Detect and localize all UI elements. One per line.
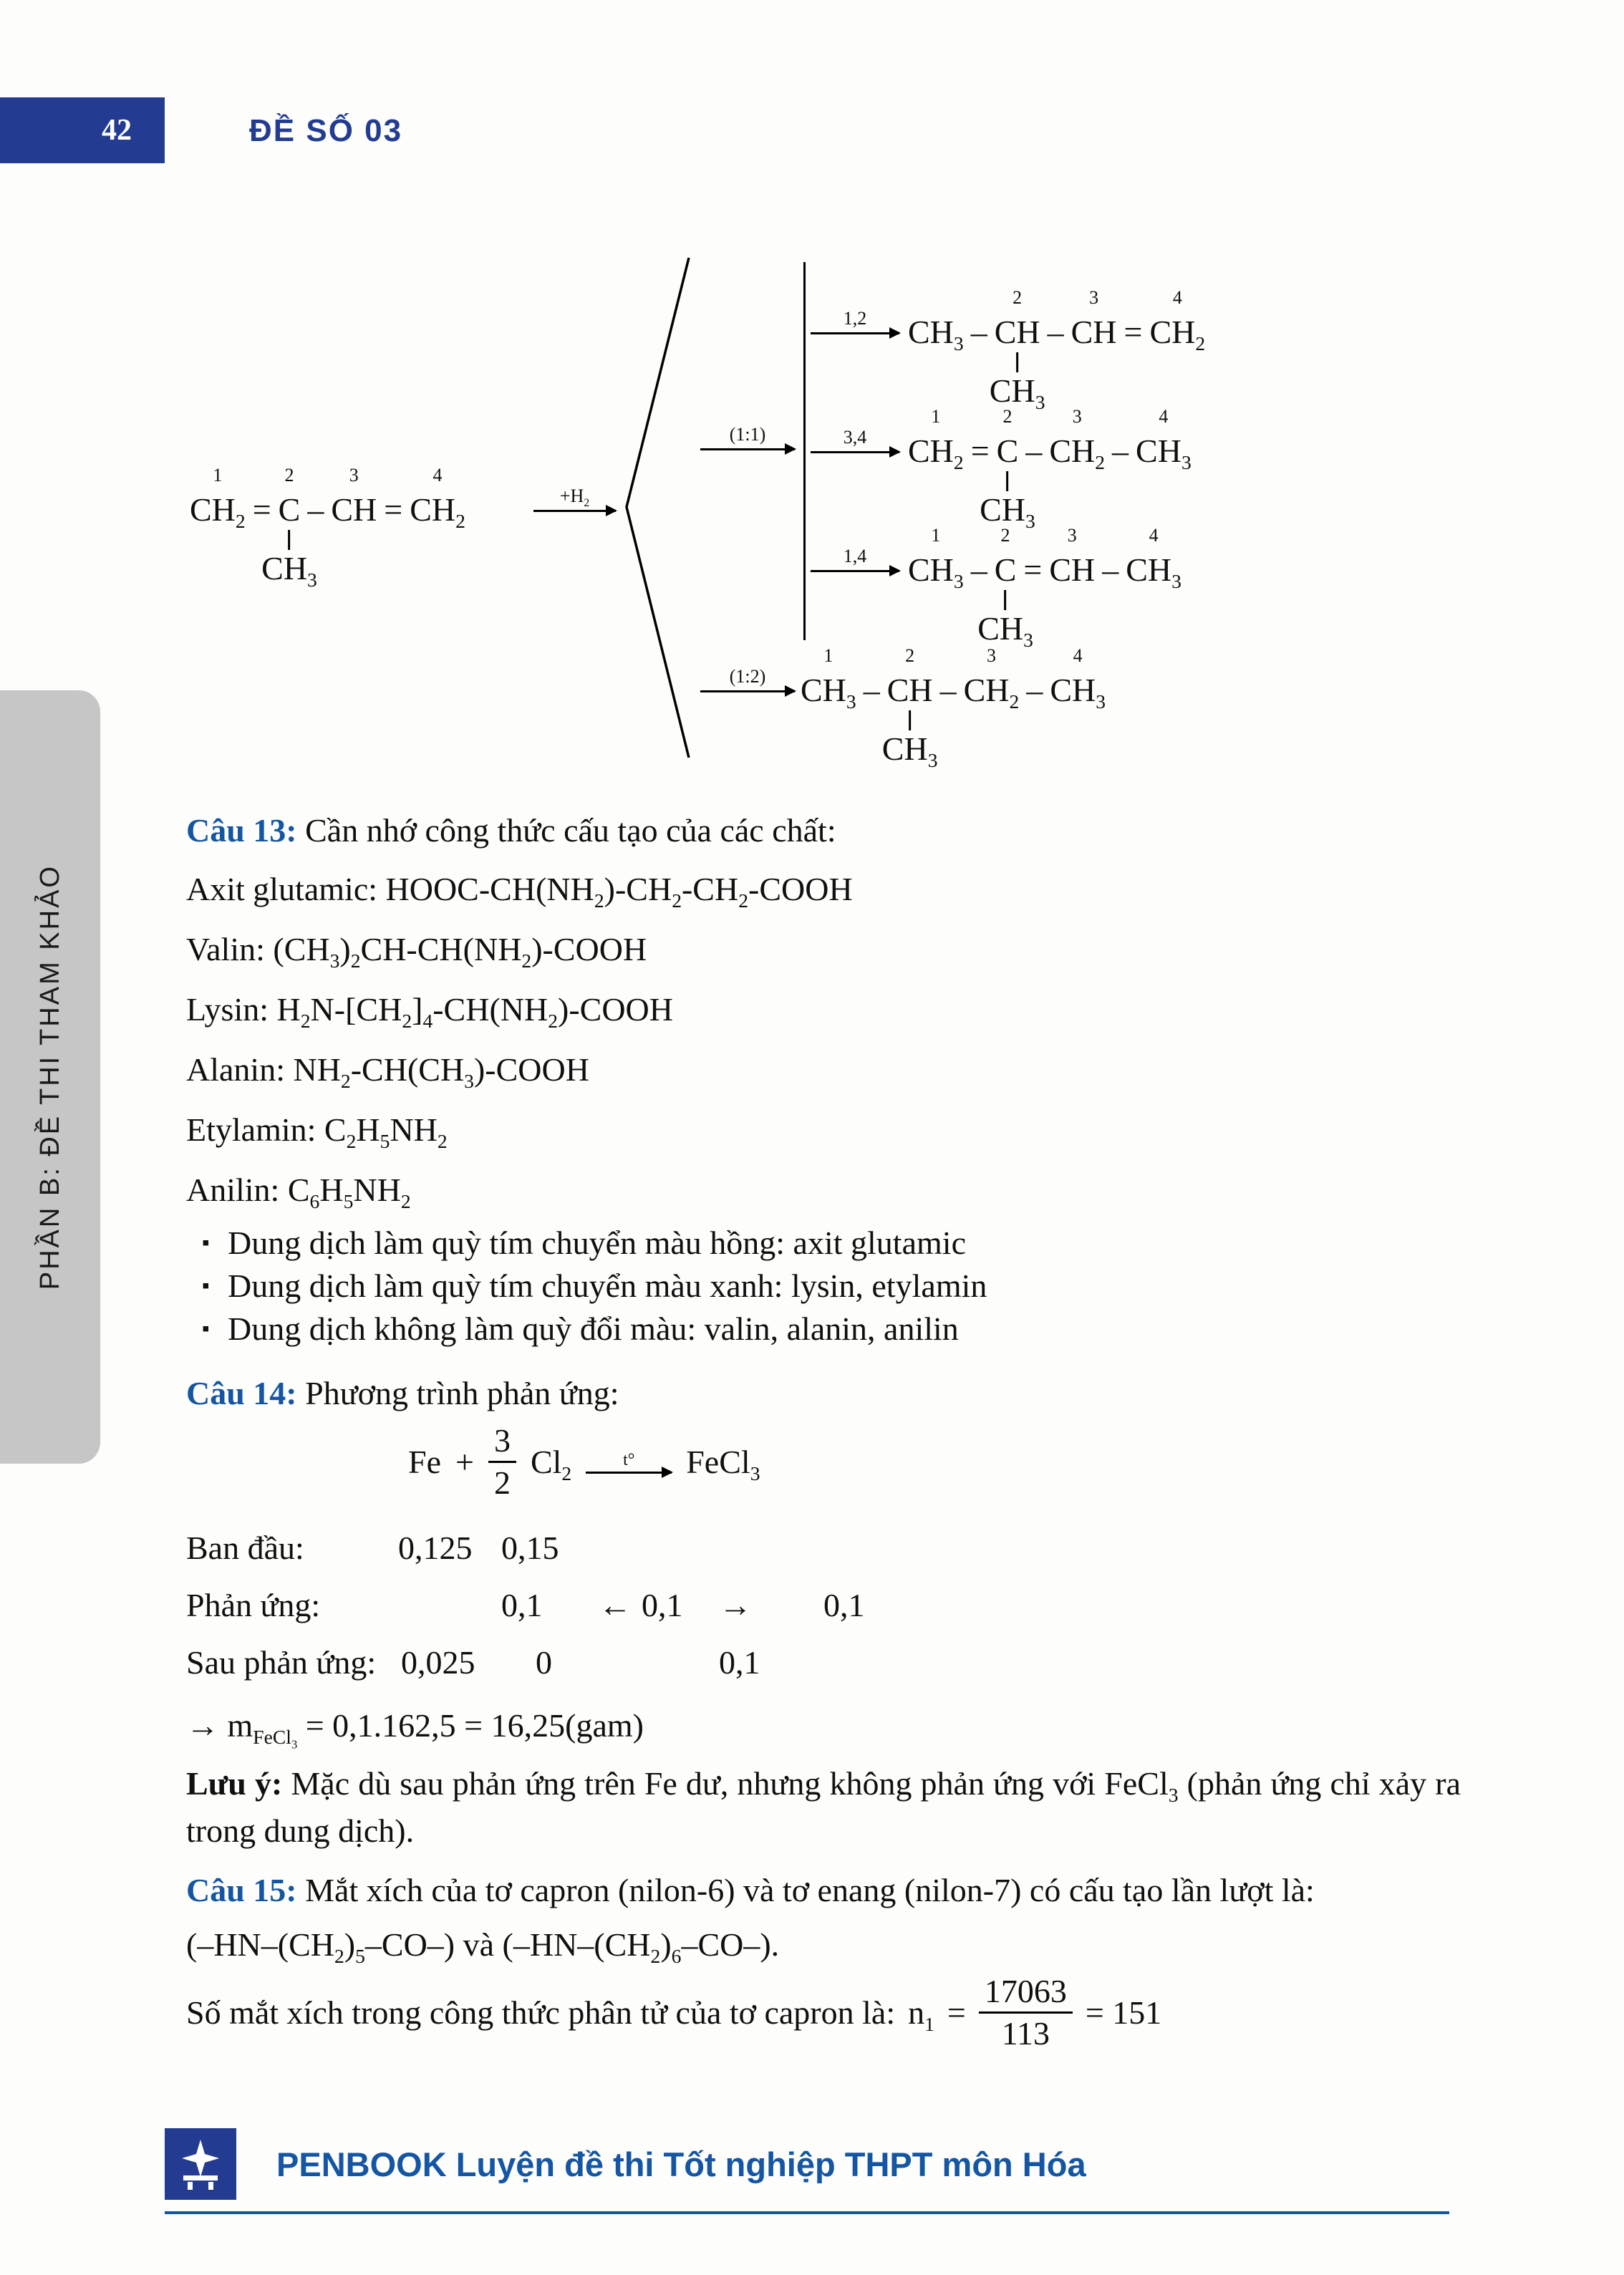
atom-formula: $CH_3$	[908, 314, 964, 355]
arrow-line	[700, 690, 795, 692]
atom-formula: –	[939, 672, 957, 708]
mass-result: → $m_{FeCl_3} = 0,1.162,5 = 16,25(gam)$	[186, 1707, 644, 1752]
chem-bond	[1018, 404, 1049, 471]
addition-3-4-arrow	[811, 427, 899, 453]
branch-formula: $CH_3$	[977, 610, 1033, 652]
cau-15-label: Câu 15:	[186, 1872, 297, 1908]
atom-formula: $CH_2$	[190, 491, 246, 533]
mole-row-after	[186, 1643, 1461, 1700]
condition-label: t°	[623, 1450, 635, 1469]
product-formula	[908, 285, 1206, 414]
chem-bond	[1105, 404, 1136, 471]
chem-bond	[933, 643, 964, 710]
atom-formula: CH	[1049, 551, 1096, 588]
mole-table	[186, 1528, 1461, 1700]
position-number: 3	[349, 465, 359, 486]
arrow-line	[700, 448, 795, 450]
chem-bond	[1016, 523, 1049, 590]
mole-row-react	[186, 1585, 1461, 1643]
arrow-line	[586, 1472, 672, 1474]
chem-bond	[1117, 285, 1150, 352]
atom-formula: =	[1123, 314, 1143, 350]
chem-atom	[980, 404, 1035, 533]
atom-formula: $CH_2$	[1049, 433, 1106, 474]
atom-formula: $CH_2$	[1149, 314, 1206, 355]
arrow-line	[811, 570, 899, 572]
equals-sign: =	[947, 1994, 966, 2031]
formula-line: Valin: $(CH_3)_2CH-CH(NH_2)$-COOH	[186, 931, 647, 972]
atom-formula: $CH_2$	[908, 433, 964, 474]
bullet-item	[186, 1309, 1461, 1349]
fraction-three-halves: $\frac{3}{2}$	[488, 1422, 516, 1502]
bullet-icon: ▪	[202, 1231, 210, 1255]
cau-15-heading	[186, 1870, 1461, 1911]
count-result: = 151	[1085, 1994, 1162, 2031]
ratio-1-2-arrow	[700, 666, 795, 692]
formula-line: Alanin: $NH_2-CH(CH_3)$-COOH	[186, 1051, 589, 1093]
mole-value: 0,125	[398, 1530, 473, 1566]
chem-atom	[410, 463, 465, 533]
atom-formula: CH	[994, 314, 1040, 350]
chem-bond	[964, 285, 995, 352]
chem-atom	[1136, 404, 1192, 474]
chem-bond	[1019, 643, 1050, 710]
position-number: 1	[931, 406, 941, 427]
atom-formula: –	[1112, 433, 1129, 469]
doc-title: ĐỀ SỐ 03	[249, 113, 403, 148]
row-label: Sau phản ứng:	[186, 1644, 377, 1681]
logo-glyph	[175, 2138, 226, 2190]
cau-13-intro: Cần nhớ công thức cấu tạo của các chất:	[305, 812, 836, 849]
chem-bond	[300, 463, 331, 530]
single-bond	[1016, 352, 1018, 372]
atom-formula: –	[1026, 672, 1043, 708]
mole-row-initial	[186, 1528, 1461, 1585]
formula-line: Lysin: $H_2N-[CH_2]_4-CH(NH_2)$-COOH	[186, 991, 673, 1033]
atom-formula: –	[1047, 314, 1064, 350]
polymer-units-line: $(-HN-(CH_2)_5-CO-)$ và $(-HN-(CH_2)_6-CO-)$.	[186, 1926, 780, 1968]
cau-15-intro: Mắt xích của tơ capron (nilon-6) và tơ enang (nilon-7) có cấu tạo lần lượt là:	[305, 1872, 1315, 1908]
sidebar-tab	[0, 690, 100, 1464]
unit-count-line	[186, 1971, 1461, 2054]
atom-formula: $CH_3$	[1136, 433, 1192, 474]
cau-13-heading	[186, 811, 1461, 851]
mole-value: 0,15	[501, 1530, 559, 1566]
atom-formula: $CH_2$	[963, 672, 1020, 713]
position-number: 1	[931, 525, 941, 546]
position-number: 4	[432, 465, 443, 486]
footer-divider	[165, 2211, 1449, 2214]
chem-atom	[1049, 523, 1095, 590]
chem-bond	[856, 643, 887, 710]
addition-1-4-arrow	[811, 546, 899, 572]
note-text: Mặc dù sau phản ứng trên Fe dư, nhưng không phản ứng với FeCl$_3$ (phản ứng chỉ xảy ra trong dung dịch).	[186, 1765, 1461, 1849]
arrow-label: 3,4	[843, 427, 867, 448]
mole-value: 0,1	[501, 1587, 543, 1623]
mole-value: 0	[536, 1644, 552, 1681]
single-bond	[1005, 590, 1007, 610]
reaction-condition-arrow	[586, 1450, 672, 1474]
position-number: 1	[823, 645, 833, 666]
position-number: 3	[986, 645, 996, 666]
chem-atom	[1071, 285, 1117, 352]
reaction-diagram	[186, 243, 1461, 795]
bullet-icon: ▪	[202, 1274, 210, 1298]
branch-formula: $CH_3$	[980, 491, 1035, 533]
footer-title: PENBOOK Luyện đề thi Tốt nghiệp THPT môn Hóa	[276, 2145, 1086, 2183]
branch-formula: $CH_3$	[989, 372, 1045, 414]
branch-formula: $CH_3$	[261, 550, 317, 591]
chem-atom	[1149, 285, 1206, 355]
atom-formula: –	[1102, 551, 1119, 588]
row-label: Ban đầu:	[186, 1530, 304, 1566]
cau-14-intro: Phương trình phản ứng:	[305, 1375, 619, 1411]
atom-formula: $CH_3$	[1050, 672, 1106, 713]
atom-formula: =	[1023, 551, 1043, 588]
position-number: 2	[905, 645, 915, 666]
atom-formula: $CH_3$	[801, 672, 856, 713]
bullet-text: Dung dịch không làm quỳ đổi màu: valin, alanin, anilin	[228, 1310, 959, 1347]
branch-group	[261, 530, 317, 591]
position-number: 4	[1159, 406, 1169, 427]
count-text: Số mắt xích trong công thức phân tử của tơ capron là:	[186, 1994, 896, 2031]
formula-line: Etylamin: $C_2H_5NH_2$	[186, 1111, 448, 1153]
chem-atom	[908, 285, 964, 355]
branch-formula: $CH_3$	[881, 730, 938, 772]
position-number: 2	[1000, 525, 1010, 546]
chem-atom	[989, 285, 1045, 414]
row-label: Phản ứng:	[186, 1587, 321, 1623]
penbook-logo-icon	[165, 2128, 236, 2200]
eq-reactant-cl2: $Cl_2$	[530, 1443, 572, 1484]
mole-value: 0,1	[642, 1587, 683, 1623]
chem-bond	[1040, 285, 1071, 352]
single-bond	[1006, 471, 1008, 491]
arrow-label: $+H_2$	[559, 486, 590, 510]
atom-formula: $CH_3$	[908, 551, 964, 593]
atom-formula: =	[384, 491, 403, 528]
position-number: 3	[1089, 287, 1099, 308]
atom-formula: –	[863, 672, 880, 708]
bullet-icon: ▪	[202, 1317, 210, 1341]
cau-13-label: Câu 13:	[186, 812, 297, 849]
single-bond	[288, 530, 290, 550]
reaction-equation	[408, 1422, 760, 1501]
hydrogenation-arrow	[533, 486, 616, 512]
atom-formula: C	[994, 551, 1017, 588]
bullet-text: Dung dịch làm quỳ tím chuyển màu xanh: lysin, etylamin	[228, 1267, 987, 1304]
addition-1-2-arrow	[811, 308, 899, 334]
ratio-1-1-arrow	[700, 424, 795, 450]
chem-atom	[331, 463, 377, 530]
products-bracket	[803, 262, 806, 640]
chem-atom	[190, 463, 246, 533]
branch-group	[989, 352, 1045, 414]
atom-formula: $CH_3$	[1126, 551, 1181, 593]
cau-14-label: Câu 14:	[186, 1375, 297, 1411]
chem-atom	[881, 643, 938, 772]
note-paragraph	[186, 1760, 1461, 1855]
product-formula	[908, 523, 1181, 652]
formula-line: Axit glutamic: HOOC-$CH(NH_2)-CH_2-CH_2$-COOH	[186, 871, 853, 912]
position-number: 4	[1172, 287, 1182, 308]
atom-formula: –	[970, 314, 987, 350]
atom-formula: =	[970, 433, 990, 469]
arrow-line	[533, 510, 616, 512]
reactant-formula	[190, 463, 465, 591]
page-content	[186, 243, 1461, 2054]
atom-formula: –	[307, 491, 324, 528]
bullet-item	[186, 1266, 1461, 1306]
chem-atom	[908, 523, 964, 593]
branch-group	[881, 710, 938, 772]
chem-bond	[246, 463, 279, 530]
eq-reactant-fe: Fe	[408, 1443, 441, 1480]
chem-bond	[377, 463, 410, 530]
chem-bond	[1095, 523, 1126, 590]
formula-line: Anilin: $C_6H_5NH_2$	[186, 1172, 411, 1213]
product-formula	[801, 643, 1106, 772]
page-number: 42	[102, 114, 132, 147]
position-number: 4	[1073, 645, 1083, 666]
arrow-line	[811, 451, 899, 453]
chem-bond	[964, 523, 995, 590]
branch-group	[980, 471, 1035, 533]
single-bond	[909, 710, 911, 730]
atom-formula: CH	[886, 672, 933, 708]
branch-angle-bracket	[622, 255, 693, 760]
fraction-17063-113: $\frac{17063}{113}$	[979, 1973, 1073, 2052]
atom-formula: $CH_2$	[410, 491, 465, 533]
atom-formula: –	[970, 551, 987, 588]
product-formula	[908, 404, 1192, 533]
chem-atom	[801, 643, 856, 713]
chem-bond	[964, 404, 997, 471]
mole-value: 0,1	[823, 1587, 865, 1623]
left-arrow: ←	[599, 1587, 632, 1623]
position-number: 2	[1002, 406, 1012, 427]
atom-formula: C	[278, 491, 301, 528]
chem-atom	[1126, 523, 1181, 593]
atom-formula: –	[1025, 433, 1043, 469]
atom-formula: CH	[331, 491, 377, 528]
arrow-label: (1:1)	[729, 424, 766, 445]
chem-atom	[1050, 643, 1106, 713]
bullet-text: Dung dịch làm quỳ tím chuyển màu hồng: axit glutamic	[228, 1225, 966, 1261]
position-number: 2	[1012, 287, 1023, 308]
position-number: 2	[284, 465, 294, 486]
position-number: 3	[1067, 525, 1077, 546]
eq-plus: +	[455, 1443, 474, 1480]
chem-atom	[1049, 404, 1106, 474]
position-number: 3	[1072, 406, 1082, 427]
position-number: 1	[213, 465, 223, 486]
right-arrow: →	[719, 1587, 752, 1623]
note-label: Lưu ý:	[186, 1765, 283, 1802]
atom-formula: CH	[1070, 314, 1117, 350]
chem-atom	[261, 463, 317, 591]
arrow-line	[811, 332, 899, 334]
n-symbol: $n_1$	[908, 1994, 934, 2035]
cau-14-heading	[186, 1373, 1461, 1414]
mole-value: 0,1	[719, 1644, 760, 1681]
chem-atom	[908, 404, 964, 474]
bullet-item	[186, 1223, 1461, 1263]
chem-atom	[963, 643, 1020, 713]
branch-group	[977, 590, 1033, 652]
mole-value: 0,025	[401, 1644, 475, 1681]
eq-product: FeCl$_3$	[686, 1443, 760, 1484]
sidebar-label: PHẦN B: ĐỀ THI THAM KHẢO	[34, 864, 65, 1290]
page-number-box	[0, 97, 165, 163]
arrow-label: 1,2	[843, 308, 867, 329]
atom-formula: C	[996, 433, 1019, 469]
position-number: 4	[1149, 525, 1159, 546]
footer	[165, 2128, 1086, 2200]
atom-formula: =	[252, 491, 271, 528]
arrow-label: 1,4	[843, 546, 867, 566]
chem-atom	[977, 523, 1033, 652]
arrow-label: (1:2)	[729, 666, 766, 687]
